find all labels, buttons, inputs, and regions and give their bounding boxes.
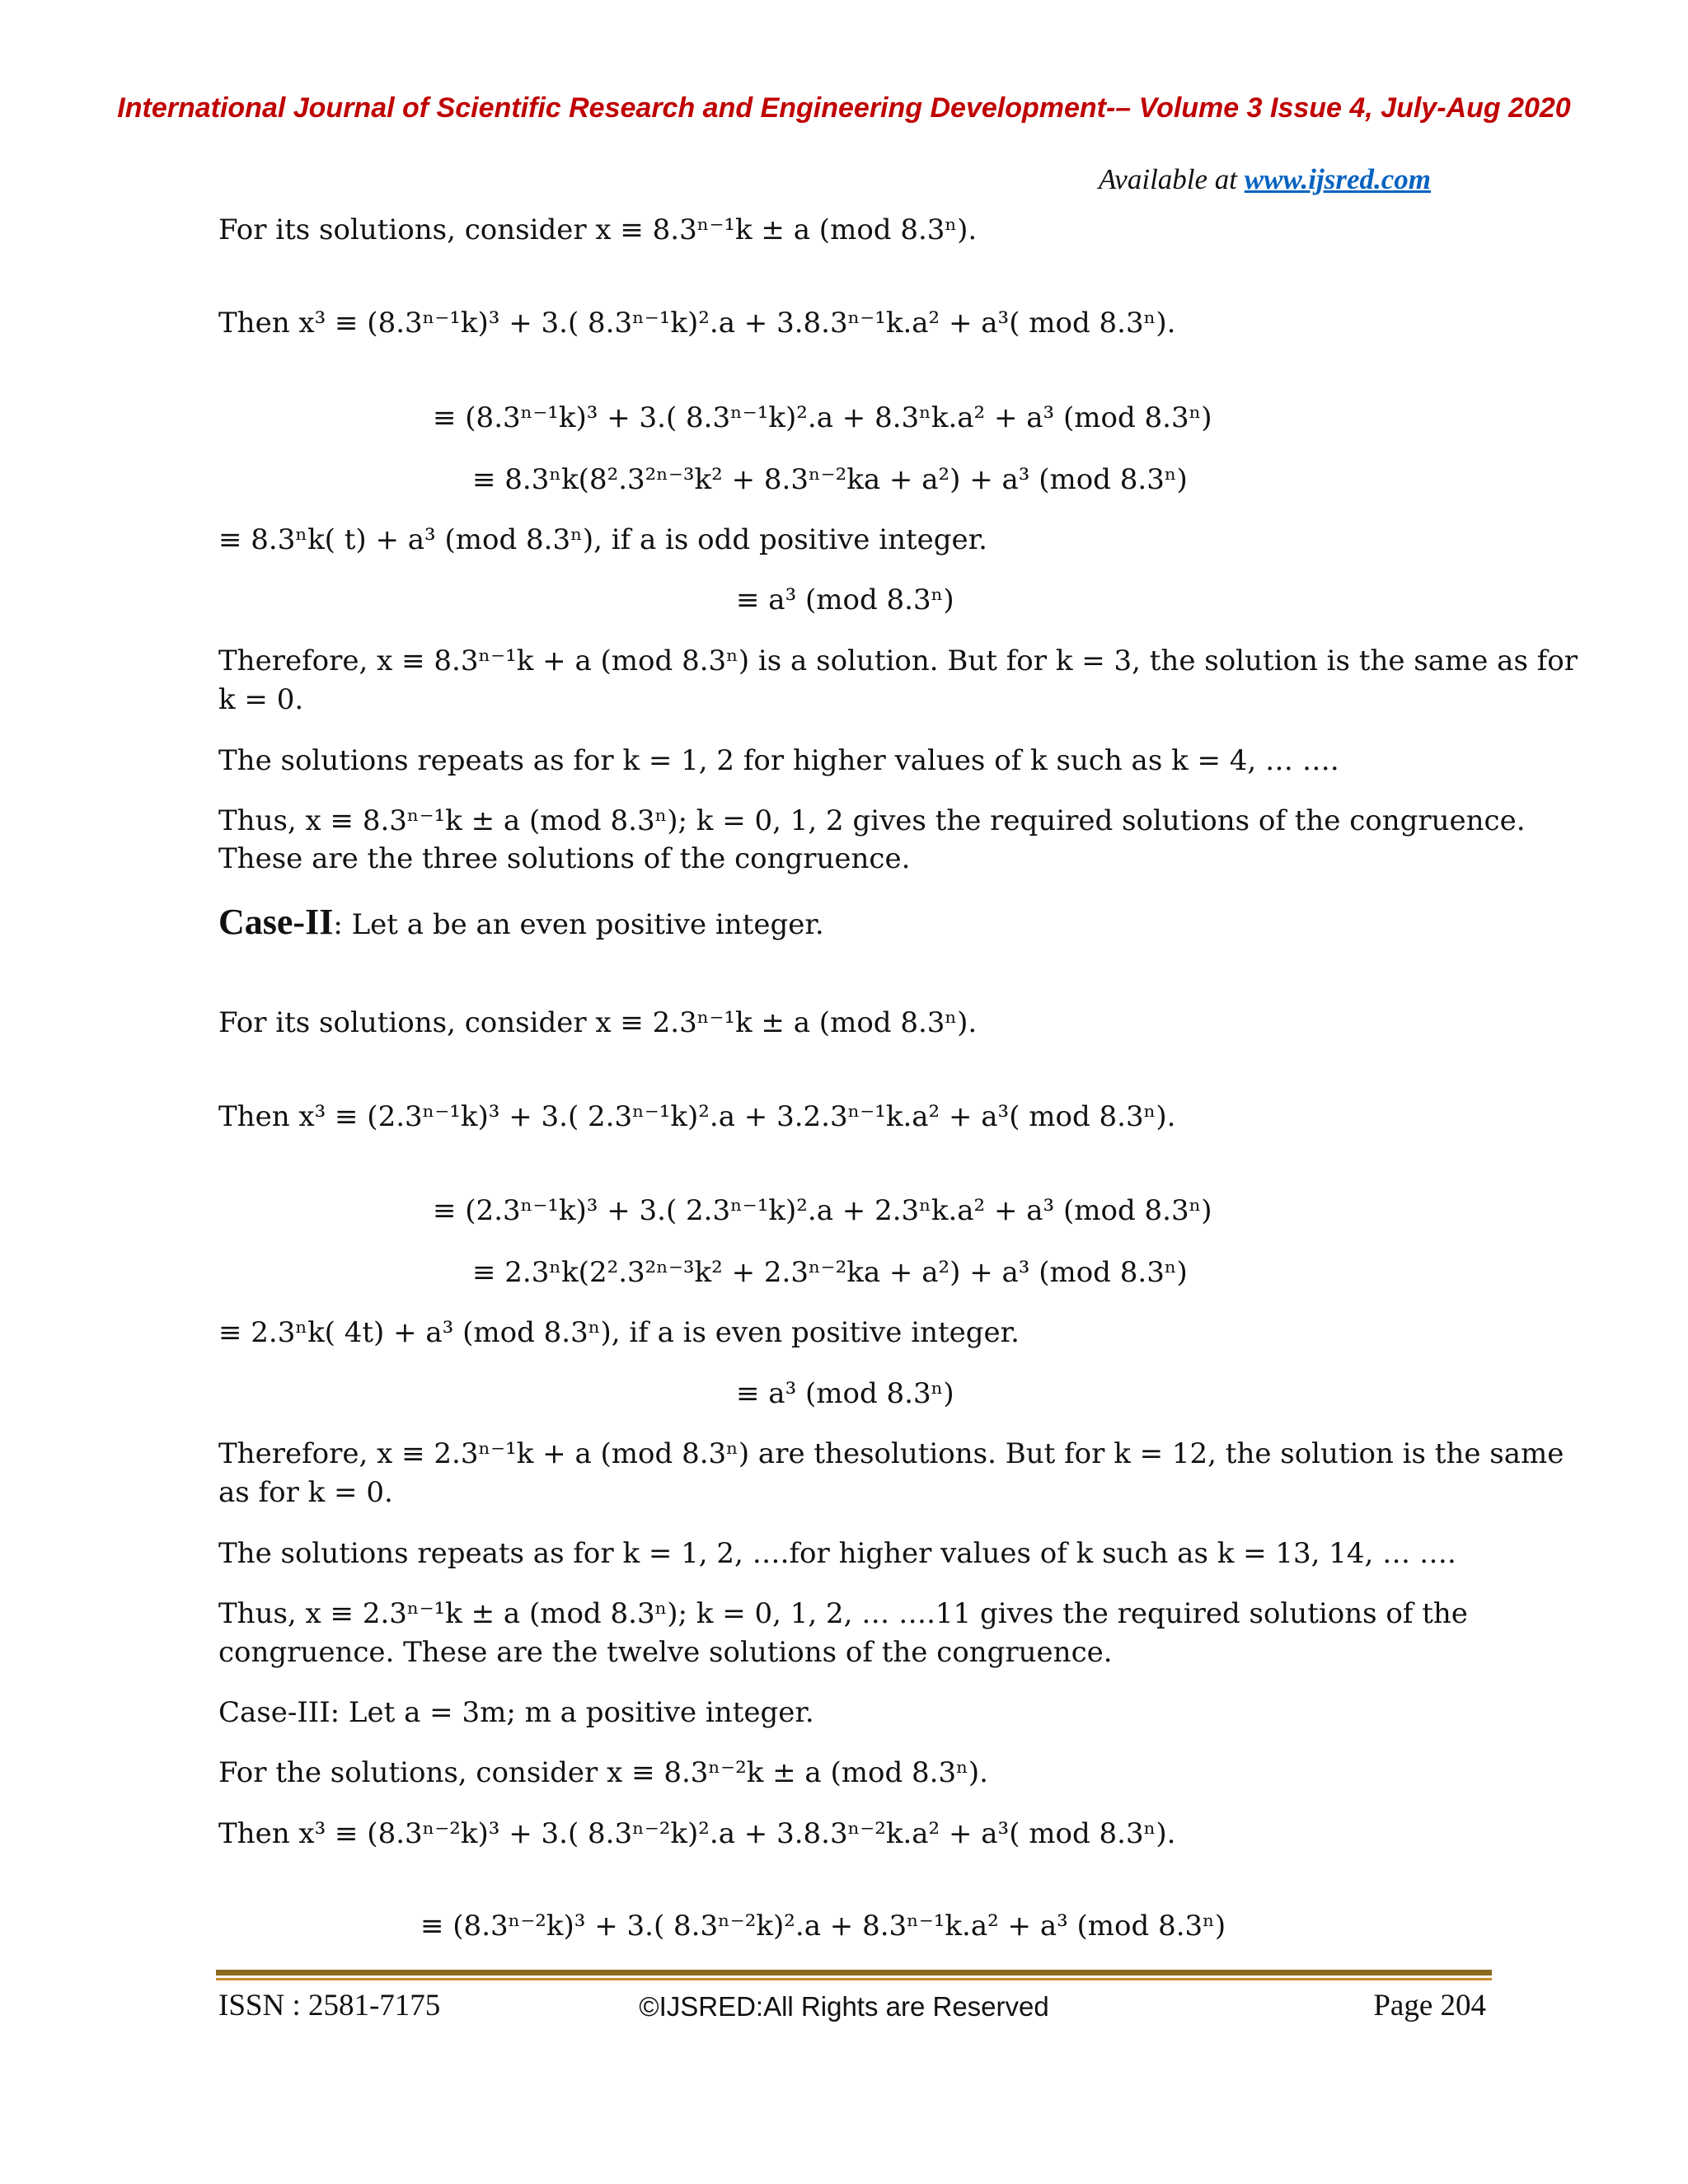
equation-line: ≡ (8.3ⁿ⁻¹k)³ + 3.( 8.3ⁿ⁻¹k)².a + 8.3ⁿk.a² + a³ (mod 8.3ⁿ) (433, 401, 1212, 434)
available-at-label: Available at (1098, 163, 1238, 195)
equation-line: ≡ 2.3ⁿk( 4t) + a³ (mod 8.3ⁿ), if a is even positive integer. (218, 1316, 1020, 1349)
text-line: For its solutions, consider x ≡ 8.3ⁿ⁻¹k ± a (mod 8.3ⁿ). (218, 213, 978, 246)
text-line: These are the three solutions of the congruence. (218, 842, 911, 875)
text-line: The solutions repeats as for k = 1, 2, ….for higher values of k such as k = 13, 14, … …. (218, 1537, 1456, 1570)
page-number: Page 204 (1373, 1989, 1486, 2022)
availability-line (1099, 163, 1431, 196)
journal-url-link[interactable]: www.ijsred.com (1244, 163, 1431, 195)
equation-line: Then x³ ≡ (8.3ⁿ⁻¹k)³ + 3.( 8.3ⁿ⁻¹k)².a + 3.8.3ⁿ⁻¹k.a² + a³( mod 8.3ⁿ). (218, 307, 1176, 340)
text-line: Therefore, x ≡ 2.3ⁿ⁻¹k + a (mod 8.3ⁿ) are thesolutions. But for k = 12, the solution is the same (218, 1437, 1564, 1470)
text-line: For the solutions, consider x ≡ 8.3ⁿ⁻²k ± a (mod 8.3ⁿ). (218, 1756, 988, 1789)
text-line: Thus, x ≡ 8.3ⁿ⁻¹k ± a (mod 8.3ⁿ); k = 0, 1, 2 gives the required solutions of the congruence. (218, 804, 1526, 837)
journal-header: International Journal of Scientific Research and Engineering Development-– Volume 3 Issue 4, July-Aug 2020 (117, 92, 1571, 124)
case-2-text: : Let a be an even positive integer. (333, 908, 824, 941)
footer-rule-thin (216, 1978, 1492, 1980)
text-line: The solutions repeats as for k = 1, 2 for higher values of k such as k = 4, … …. (218, 744, 1339, 777)
text-line: Therefore, x ≡ 8.3ⁿ⁻¹k + a (mod 8.3ⁿ) is a solution. But for k = 3, the solution is the same as for (218, 644, 1578, 677)
equation-line: ≡ a³ (mod 8.3ⁿ) (736, 583, 954, 616)
equation-line: ≡ 8.3ⁿk( t) + a³ (mod 8.3ⁿ), if a is odd positive integer. (218, 523, 987, 556)
equation-line: Then x³ ≡ (2.3ⁿ⁻¹k)³ + 3.( 2.3ⁿ⁻¹k)².a + 3.2.3ⁿ⁻¹k.a² + a³( mod 8.3ⁿ). (218, 1100, 1176, 1133)
issn-label: ISSN : 2581-7175 (218, 1989, 441, 2022)
equation-line: ≡ (2.3ⁿ⁻¹k)³ + 3.( 2.3ⁿ⁻¹k)².a + 2.3ⁿk.a² + a³ (mod 8.3ⁿ) (433, 1194, 1212, 1227)
text-line: as for k = 0. (218, 1476, 393, 1509)
text-line: Thus, x ≡ 2.3ⁿ⁻¹k ± a (mod 8.3ⁿ); k = 0, 1, 2, … ….11 gives the required solutions of the (218, 1597, 1468, 1630)
equation-line: ≡ a³ (mod 8.3ⁿ) (736, 1377, 954, 1410)
text-line: k = 0. (218, 683, 304, 716)
text-line: congruence. These are the twelve solutions of the congruence. (218, 1636, 1113, 1669)
case-2-heading (218, 904, 824, 940)
equation-line: Then x³ ≡ (8.3ⁿ⁻²k)³ + 3.( 8.3ⁿ⁻²k)².a + 3.8.3ⁿ⁻²k.a² + a³( mod 8.3ⁿ). (218, 1817, 1176, 1850)
copyright-notice: ©IJSRED:All Rights are Reserved (639, 1991, 1049, 2022)
equation-line: ≡ 8.3ⁿk(8².3²ⁿ⁻³k² + 8.3ⁿ⁻²ka + a²) + a³ (mod 8.3ⁿ) (472, 463, 1188, 496)
case-2-title: Case-II (218, 902, 334, 942)
equation-line: ≡ (8.3ⁿ⁻²k)³ + 3.( 8.3ⁿ⁻²k)².a + 8.3ⁿ⁻¹k.a² + a³ (mod 8.3ⁿ) (420, 1910, 1226, 1943)
equation-line: ≡ 2.3ⁿk(2².3²ⁿ⁻³k² + 2.3ⁿ⁻²ka + a²) + a³ (mod 8.3ⁿ) (472, 1256, 1188, 1289)
footer-rule (216, 1970, 1492, 1975)
case-3-heading: Case-III: Let a = 3m; m a positive integer. (218, 1696, 814, 1729)
text-line: For its solutions, consider x ≡ 2.3ⁿ⁻¹k ± a (mod 8.3ⁿ). (218, 1006, 978, 1039)
